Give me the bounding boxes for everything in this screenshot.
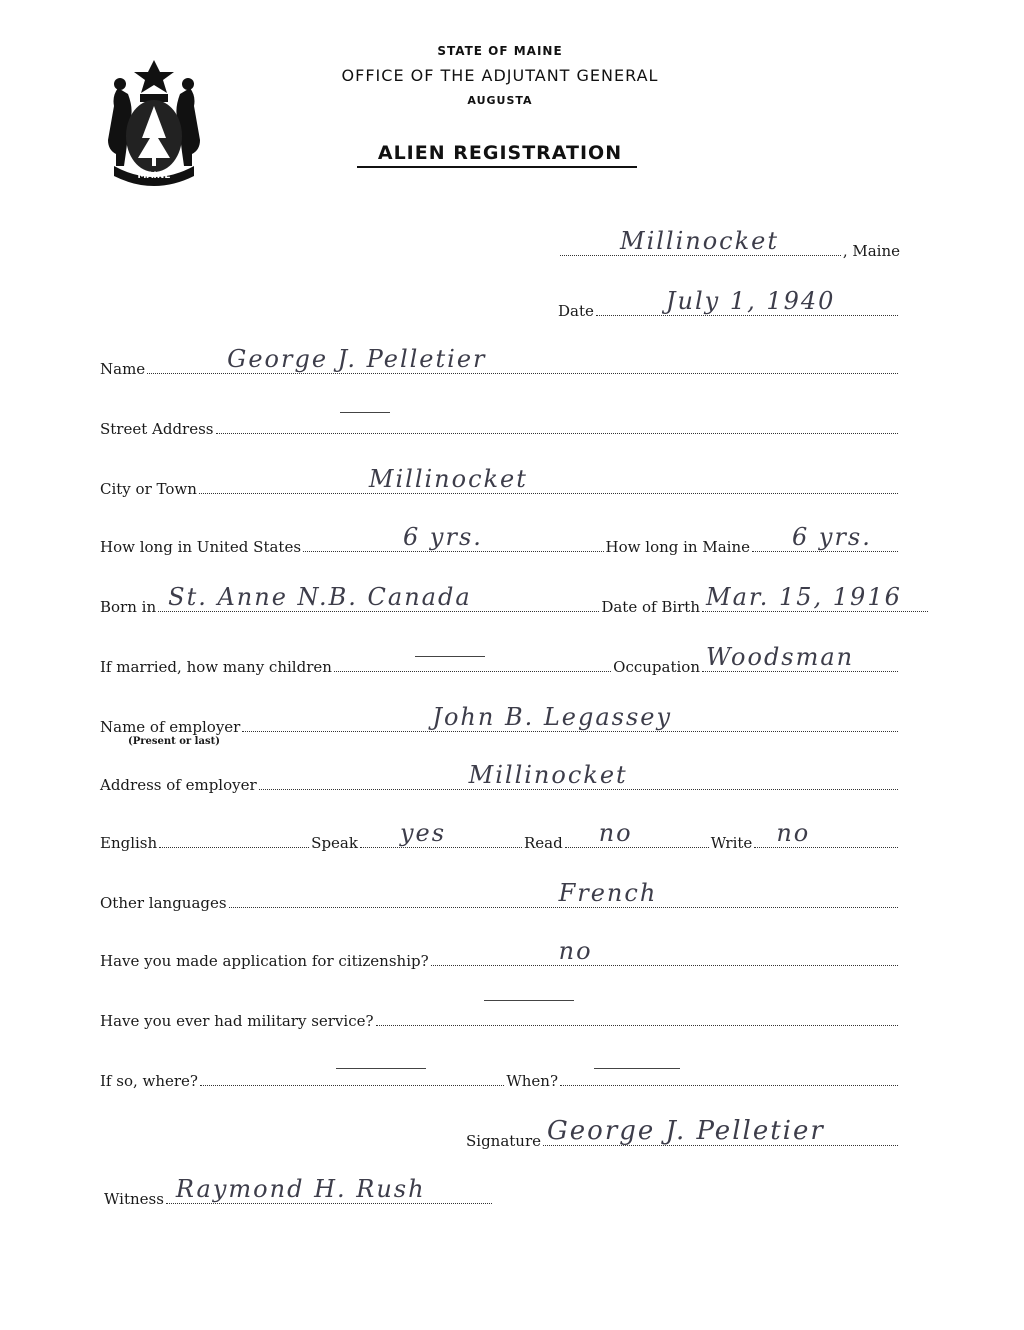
- citizenship-line[interactable]: [431, 937, 898, 966]
- place-label: , Maine: [842, 242, 900, 260]
- street-row: [100, 414, 900, 438]
- name-value: George J. Pelletier: [227, 345, 487, 373]
- signature-line[interactable]: [543, 1116, 898, 1146]
- when-blank-mark: [594, 1068, 680, 1069]
- where-label: If so, where?: [100, 1072, 198, 1090]
- form-title: ALIEN REGISTRATION: [377, 142, 623, 164]
- office-heading: OFFICE OF THE ADJUTANT GENERAL: [341, 66, 659, 85]
- place-line[interactable]: [560, 227, 841, 256]
- city-row: [100, 465, 900, 498]
- military-row: [100, 1006, 900, 1030]
- witness-line[interactable]: [166, 1175, 492, 1204]
- speak-label: Speak: [311, 834, 358, 852]
- children-label: If married, how many children: [100, 658, 332, 676]
- employer-line[interactable]: [242, 703, 898, 732]
- us-duration-label: How long in United States: [100, 538, 302, 556]
- employer-address-label: Address of employer: [100, 776, 257, 794]
- other-languages-row: [100, 879, 900, 912]
- children-blank-mark: [415, 656, 485, 657]
- seal-text: MAINE: [137, 171, 171, 181]
- name-label: Name: [100, 360, 146, 378]
- duration-row: [100, 523, 900, 556]
- children-row: [100, 643, 900, 676]
- born-in-label: Born in: [100, 598, 157, 616]
- place-row: [558, 227, 900, 260]
- speak-line[interactable]: [360, 819, 522, 848]
- witness-label: Witness: [104, 1190, 164, 1208]
- write-value: no: [776, 819, 811, 847]
- occupation-value: Woodsman: [706, 643, 855, 671]
- state-heading: STATE OF MAINE: [437, 44, 563, 58]
- employer-label: Name of employer: [100, 718, 241, 736]
- city-value: Millinocket: [368, 465, 528, 493]
- children-line[interactable]: [334, 651, 611, 672]
- employer-address-line[interactable]: [259, 761, 898, 790]
- title-underline: [357, 166, 637, 168]
- read-label: Read: [523, 834, 563, 852]
- date-label: Date: [558, 302, 594, 320]
- military-label: Have you ever had military service?: [100, 1012, 374, 1030]
- write-label: Write: [710, 834, 753, 852]
- street-blank-mark: [340, 412, 390, 413]
- maine-duration-label: How long in Maine: [605, 538, 750, 556]
- date-row: [558, 287, 900, 320]
- born-in-value: St. Anne N.B. Canada: [168, 583, 472, 611]
- citizenship-row: [100, 937, 900, 970]
- employer-address-value: Millinocket: [468, 761, 628, 789]
- dob-label: Date of Birth: [601, 598, 700, 616]
- where-row: [100, 1066, 900, 1090]
- signature-value: George J. Pelletier: [547, 1116, 825, 1146]
- military-blank-mark: [484, 1000, 574, 1001]
- employer-address-row: [100, 761, 900, 794]
- speak-value: yes: [399, 819, 447, 847]
- us-duration-line[interactable]: [303, 523, 604, 552]
- read-value: no: [598, 819, 633, 847]
- maine-duration-line[interactable]: [752, 523, 898, 552]
- when-label: When?: [506, 1072, 558, 1090]
- where-blank-mark: [336, 1068, 426, 1069]
- city-heading: AUGUSTA: [467, 94, 533, 107]
- dob-value: Mar. 15, 1916: [706, 583, 902, 611]
- english-label: English: [100, 834, 158, 852]
- dob-line[interactable]: [702, 583, 928, 612]
- other-languages-value: French: [558, 879, 658, 907]
- city-line[interactable]: [199, 465, 898, 494]
- name-row: [100, 345, 900, 378]
- date-line[interactable]: [596, 287, 898, 316]
- other-languages-line[interactable]: [229, 879, 898, 908]
- write-line[interactable]: [754, 819, 898, 848]
- employer-value: John B. Legassey: [432, 703, 673, 731]
- signature-row: [466, 1116, 900, 1150]
- citizenship-value: no: [558, 937, 593, 965]
- other-languages-label: Other languages: [100, 894, 227, 912]
- date-value: July 1, 1940: [665, 287, 836, 315]
- citizenship-label: Have you made application for citizenship?: [100, 952, 429, 970]
- maine-duration-value: 6 yrs.: [792, 523, 872, 551]
- street-line[interactable]: [216, 413, 898, 434]
- occupation-line[interactable]: [702, 643, 898, 672]
- employer-sublabel: (Present or last): [128, 736, 220, 747]
- name-line[interactable]: [147, 345, 898, 374]
- us-duration-value: 6 yrs.: [403, 523, 483, 551]
- place-value: Millinocket: [620, 227, 780, 255]
- military-line[interactable]: [376, 1005, 898, 1026]
- birth-row: [100, 583, 930, 616]
- witness-row: [104, 1175, 494, 1208]
- born-in-line[interactable]: [158, 583, 599, 612]
- employer-row: [100, 703, 900, 736]
- witness-value: Raymond H. Rush: [175, 1175, 426, 1203]
- state-seal-icon: [100, 58, 208, 186]
- street-label: Street Address: [100, 420, 214, 438]
- english-row: [100, 819, 900, 852]
- signature-label: Signature: [466, 1132, 542, 1150]
- city-label: City or Town: [100, 480, 197, 498]
- english-line: [159, 827, 309, 848]
- read-line[interactable]: [565, 819, 709, 848]
- occupation-label: Occupation: [613, 658, 700, 676]
